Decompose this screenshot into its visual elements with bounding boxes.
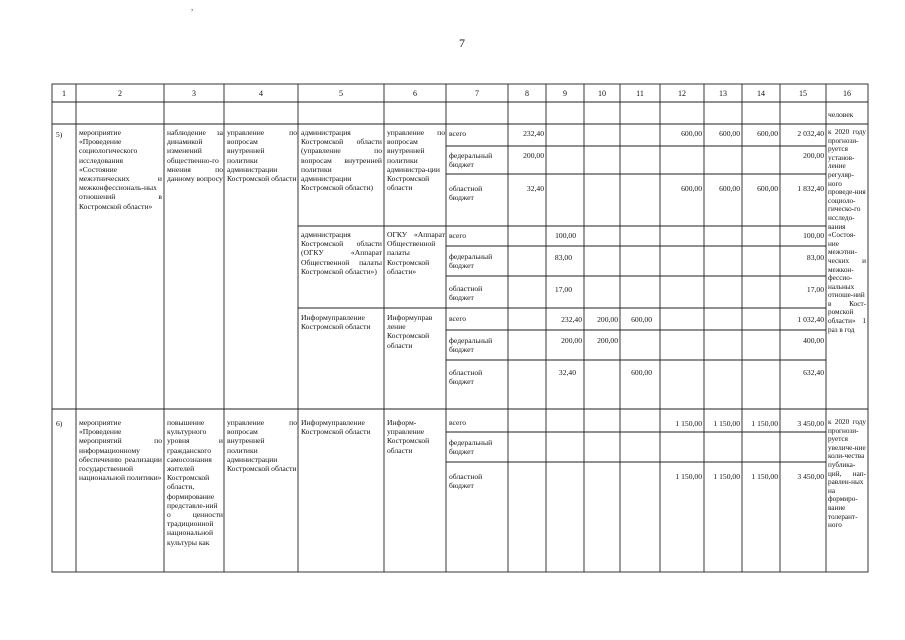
unit-label: человек — [828, 110, 854, 119]
row-6-total-c13: 1 150,00 — [713, 419, 740, 428]
row-6-result: к 2020 году прогнози-руется увеличе-ние коли-чества публика-ций, нап-равлен-ных на формиро-вание толерант-ного — [828, 418, 866, 530]
row-6-customer: Информуправление Костромской области — [301, 418, 371, 437]
row-5-g1-source-regional: областной бюджет — [449, 184, 483, 203]
header-col-16: 16 — [843, 89, 851, 98]
row-6-regional-c15: 3 450,00 — [797, 472, 824, 481]
row-5-g2-regional-c15: 17,00 — [806, 285, 824, 294]
row-5-customer-1: администрация Костромской области (управление по вопросам внутренней политики администрации Костромской области) — [301, 128, 382, 193]
row-5-g3-regional-c15: 632,40 — [803, 368, 824, 377]
header-col-1: 1 — [62, 89, 66, 98]
row-5-g3-regional-c11: 600,00 — [631, 368, 652, 377]
row-6-responsible: управление по вопросам внутренней политики администрации Костромской области — [227, 418, 297, 474]
header-col-13: 13 — [719, 89, 727, 98]
row-5-g3-source-total: всего — [449, 314, 467, 323]
row-6-measure: мероприятие «Проведение мероприятий по информационному обеспечению реализации государственной национальной политики» — [79, 418, 162, 483]
row-6-regional-c14: 1 150,00 — [751, 472, 778, 481]
row-5-g3-federal-c10: 200,00 — [597, 336, 618, 345]
header-col-15: 15 — [799, 89, 807, 98]
row-5-g1-total-c13: 600,00 — [719, 129, 740, 138]
row-5-g3-total-c9: 232,40 — [561, 315, 582, 324]
header-col-7: 7 — [475, 89, 479, 98]
row-5-g2-federal-c15: 83,00 — [806, 253, 824, 262]
row-6-source-total: всего — [449, 418, 467, 427]
row-6-total-c12: 1 150,00 — [675, 419, 702, 428]
row-5-g1-federal-c15: 200,00 — [803, 151, 824, 160]
row-6-regional-c13: 1 150,00 — [713, 472, 740, 481]
row-6-total-c14: 1 150,00 — [751, 419, 778, 428]
row-5-goal: наблюдение за динамикой изменений общественно-го мнения по данному вопросу — [167, 128, 223, 184]
row-5-g1-source-federal: федеральный бюджет — [449, 151, 493, 170]
row-5-number: 5) — [56, 130, 63, 139]
row-5-g2-source-total: всего — [449, 231, 467, 240]
row-5-responsible: управление по вопросам внутренней политики администрации Костромской области — [227, 128, 297, 184]
row-5-g3-total-c11: 600,00 — [631, 315, 652, 324]
header-col-11: 11 — [636, 89, 644, 98]
row-6-regional-c12: 1 150,00 — [675, 472, 702, 481]
header-col-5: 5 — [339, 89, 343, 98]
row-6-source-regional: областной бюджет — [449, 472, 483, 491]
row-5-executor-1: управление по вопросам внутренней политики администра-ции Костромской области — [387, 128, 445, 193]
row-6-number: 6) — [56, 419, 63, 428]
row-5-g2-total-c15: 100,00 — [803, 231, 824, 240]
row-5-g1-source-total: всего — [449, 129, 467, 138]
row-5-g1-regional-c8: 32,40 — [526, 184, 544, 193]
row-5-g1-total-c12: 600,00 — [681, 129, 702, 138]
header-col-14: 14 — [757, 89, 765, 98]
row-5-g1-regional-c12: 600,00 — [681, 184, 702, 193]
row-5-g1-regional-c15: 1 832,40 — [797, 184, 824, 193]
row-5-executor-3: Информуправ ление Костромской области — [387, 313, 433, 350]
row-5-g2-federal-c9: 83,00 — [554, 253, 572, 262]
row-5-g3-total-c10: 200,00 — [597, 315, 618, 324]
row-6-executor: Информ-управление Костромской области — [387, 418, 430, 455]
row-6-total-c15: 3 450,00 — [797, 419, 824, 428]
row-5-g1-federal-c8: 200,00 — [523, 151, 544, 160]
header-col-9: 9 — [563, 89, 567, 98]
row-5-g3-source-regional: областной бюджет — [449, 368, 483, 387]
row-5-g2-source-regional: областной бюджет — [449, 284, 483, 303]
row-5-g3-total-c15: 1 032,40 — [797, 315, 824, 324]
header-col-12: 12 — [678, 89, 686, 98]
header-col-2: 2 — [118, 89, 122, 98]
header-col-4: 4 — [259, 89, 263, 98]
scan-mark: , — [191, 2, 194, 12]
row-5-g2-regional-c9: 17,00 — [554, 285, 572, 294]
row-5-customer-3: Информуправление Костромской области — [301, 313, 371, 332]
header-col-6: 6 — [413, 89, 417, 98]
row-5-g3-federal-c9: 200,00 — [561, 336, 582, 345]
row-5-g1-total-c14: 600,00 — [757, 129, 778, 138]
row-5-measure: мероприятие «Проведение социологического исследования «Состояние межэтнических и межконфессиональ-ных отношений в Костромской области» — [79, 128, 162, 211]
row-5-g1-total-c15: 2 032,40 — [797, 129, 824, 138]
header-col-8: 8 — [525, 89, 529, 98]
row-5-g1-regional-c13: 600,00 — [719, 184, 740, 193]
row-6-goal: повышение культурного уровня и гражданского самосознания жителей Костромской области, формирование представле-ний о ценности традиционной национальной культуры как — [167, 418, 223, 547]
row-5-g3-federal-c15: 400,00 — [803, 336, 824, 345]
row-5-g2-total-c9: 100,00 — [555, 231, 576, 240]
row-5-executor-2: ОГКУ «Аппарат Общественной палаты Костромской области» — [387, 230, 445, 276]
row-5-customer-2: администрация Костромской области (ОГКУ «Аппарат Общественной палаты Костромской области») — [301, 230, 382, 276]
row-5-g1-regional-c14: 600,00 — [757, 184, 778, 193]
header-col-3: 3 — [192, 89, 196, 98]
header-col-10: 10 — [598, 89, 606, 98]
page-number: 7 — [459, 36, 465, 50]
row-5-g3-regional-c9: 32,40 — [558, 368, 576, 377]
row-5-result: к 2020 году прогнози-руется установ-ление регуляр-ного проведе-ния социоло-гическо-го исследо-вания «Состоя-ние межэтни-ческих и межкон-фессио-нальных отноше-ний в Кост-ромской области» 1 раз в год — [828, 128, 866, 334]
row-5-g2-source-federal: федеральный бюджет — [449, 252, 493, 271]
row-5-g3-source-federal: федеральный бюджет — [449, 336, 493, 355]
row-5-g1-total-c8: 232,40 — [523, 129, 544, 138]
row-6-source-federal: федеральный бюджет — [449, 438, 493, 457]
